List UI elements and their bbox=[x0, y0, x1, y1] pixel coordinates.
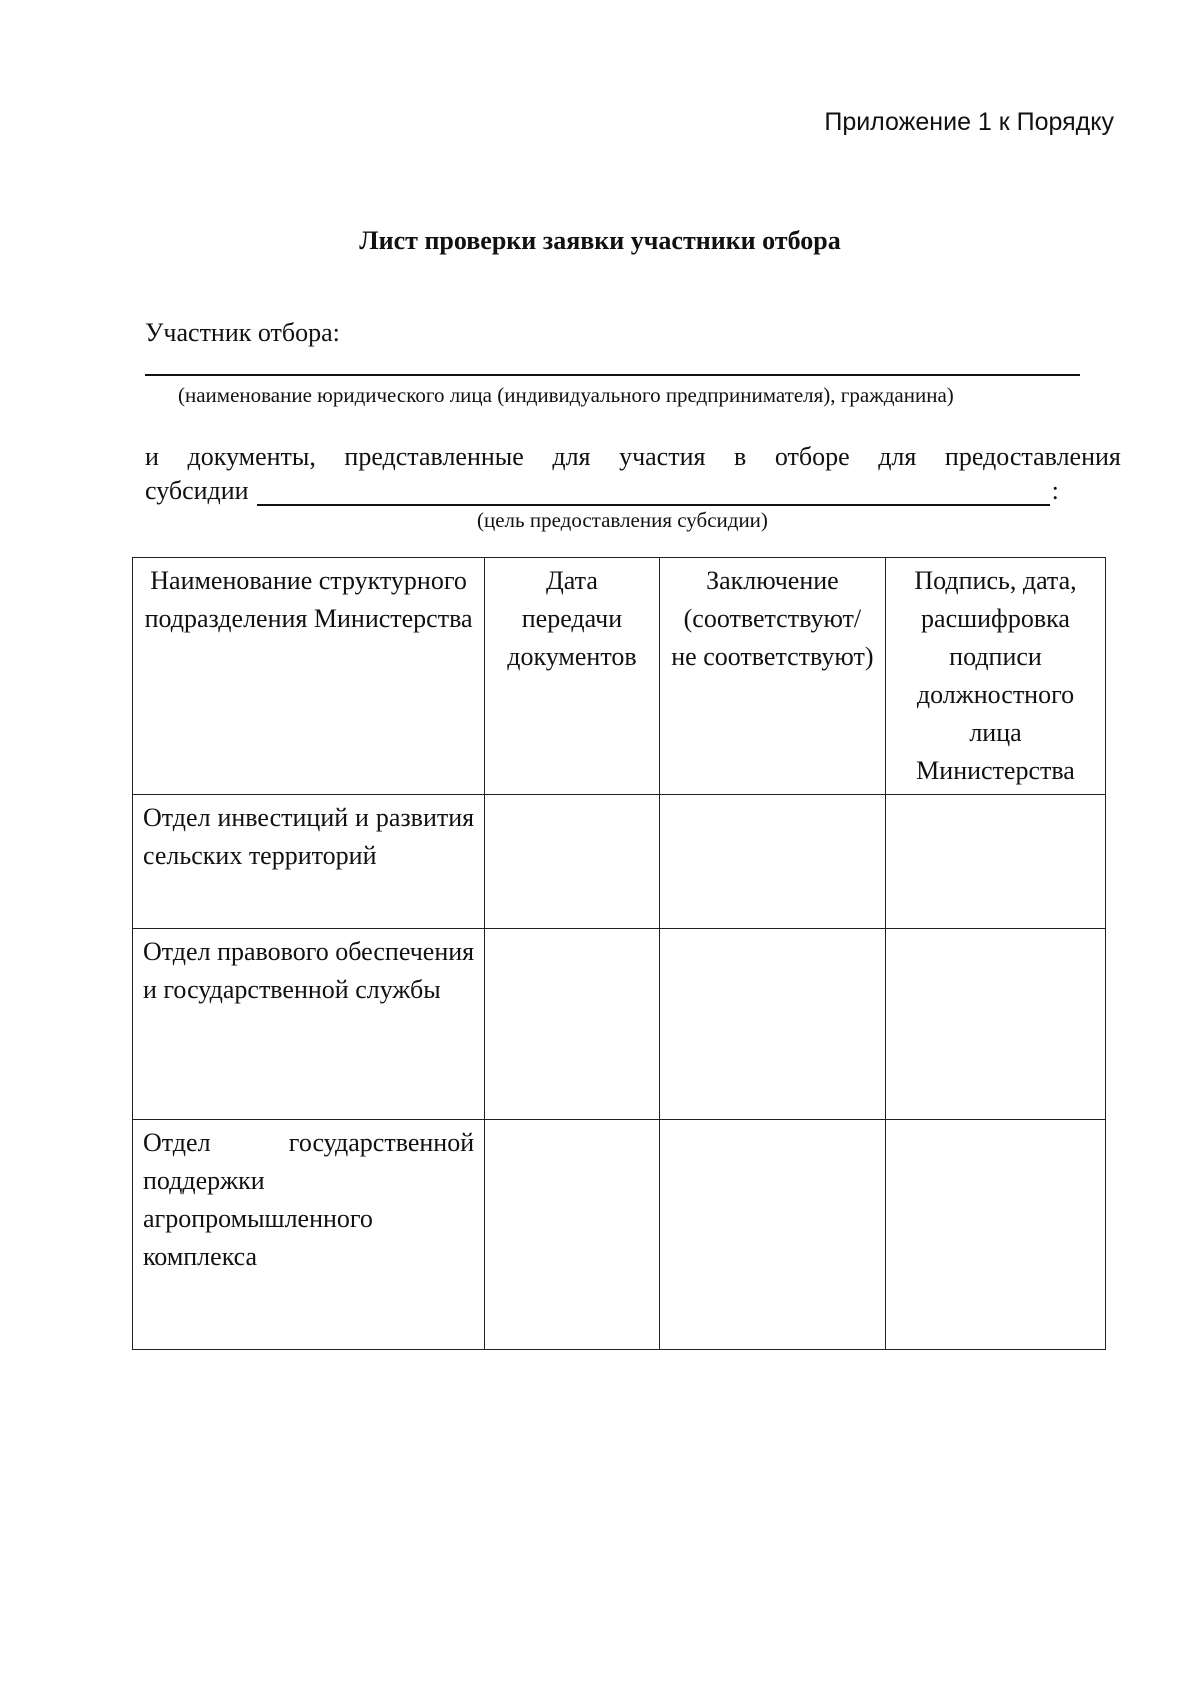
table-row bbox=[133, 795, 1106, 929]
date-cell bbox=[485, 1120, 660, 1350]
document-title: Лист проверки заявки участники отбора bbox=[359, 226, 841, 255]
word: представленные bbox=[344, 442, 524, 471]
department-cell: Отдел инвестиций и развития сельских территорий bbox=[133, 795, 485, 929]
header-conclusion: Заключение (соответствуют/ не соответствуют) bbox=[659, 558, 885, 795]
word: для bbox=[878, 442, 917, 471]
word: отборе bbox=[774, 442, 850, 471]
date-cell bbox=[485, 929, 660, 1120]
signature-cell bbox=[886, 929, 1106, 1120]
header-signature: Подпись, дата, расшифровка подписи должностного лица Министерства bbox=[886, 558, 1106, 795]
word: и bbox=[145, 442, 159, 471]
header-date: Дата передачи документов bbox=[485, 558, 660, 795]
word: для bbox=[552, 442, 591, 471]
word: участия bbox=[619, 442, 706, 471]
appendix-label: Приложение 1 к Порядку bbox=[824, 108, 1114, 136]
documents-sentence-line1 bbox=[145, 442, 1121, 472]
table-row bbox=[133, 929, 1106, 1120]
word: документы, bbox=[187, 442, 316, 471]
word: предоставления bbox=[944, 442, 1121, 471]
subsidy-goal-caption: (цель предоставления субсидии) bbox=[477, 508, 768, 532]
subsidy-goal-blank-line bbox=[257, 478, 1050, 506]
date-cell bbox=[485, 795, 660, 929]
department-cell: Отдел правового обеспечения и государственной службы bbox=[133, 929, 485, 1120]
table-row bbox=[133, 1120, 1106, 1350]
signature-cell bbox=[886, 795, 1106, 929]
participant-blank-line bbox=[145, 374, 1080, 376]
department-cell: Отдел государственной поддержки агропромышленного комплекса bbox=[133, 1120, 485, 1350]
header-department: Наименование структурного подразделения Министерства bbox=[133, 558, 485, 795]
conclusion-cell bbox=[659, 795, 885, 929]
subsidy-prefix: субсидии bbox=[145, 476, 249, 505]
word: в bbox=[734, 442, 747, 471]
participant-caption: (наименование юридического лица (индивидуального предпринимателя), гражданина) bbox=[178, 383, 954, 407]
participant-label: Участник отбора: bbox=[145, 318, 340, 347]
check-table bbox=[132, 557, 1106, 1350]
conclusion-cell bbox=[659, 1120, 885, 1350]
documents-sentence-line2 bbox=[145, 476, 1059, 506]
subsidy-suffix: : bbox=[1051, 476, 1059, 505]
signature-cell bbox=[886, 1120, 1106, 1350]
conclusion-cell bbox=[659, 929, 885, 1120]
table-header-row bbox=[133, 558, 1106, 795]
